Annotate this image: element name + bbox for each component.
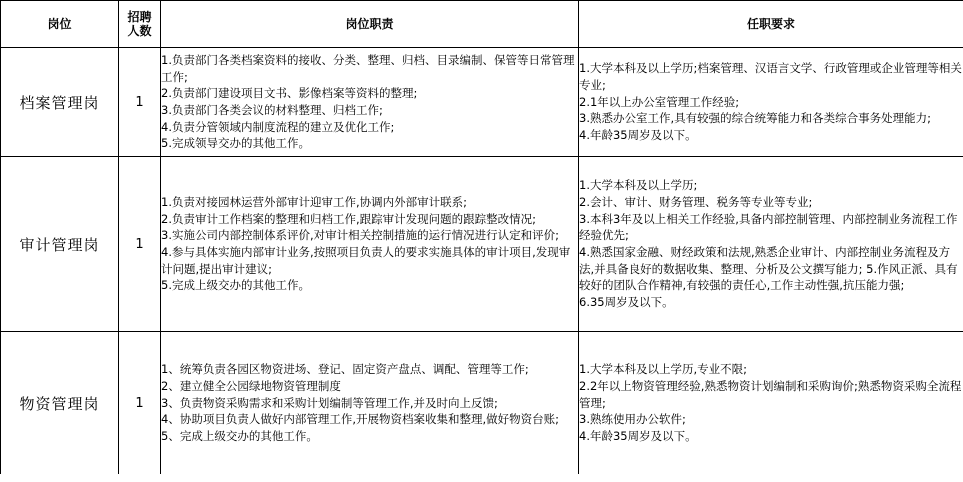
duty-line: 2.负责部门建设项目文书、影像档案等资料的整理; — [161, 86, 418, 101]
requirement-line: 6.35周岁及以下。 — [579, 295, 674, 310]
table-row — [1, 332, 963, 475]
duty-line: 3.负责部门各类会议的材料整理、归档工作; — [161, 103, 383, 117]
position-cell: 档案管理岗 — [1, 48, 119, 157]
duty-line: 1.负责部门各类档案资料的接收、分类、整理、归档、目录编制、保管等日常管理工作; — [161, 52, 575, 84]
count-cell: 1 — [119, 157, 161, 332]
requirement-line: 3.本科3年及以上相关工作经验,具备内部控制管理、内部控制业务流程工作经验优先; — [579, 211, 958, 243]
header-position: 岗位 — [1, 1, 119, 48]
duty-line: 3.实施公司内部控制体系评价,对审计相关控制措施的运行情况进行认定和评价; — [161, 228, 559, 243]
duty-line: 4、协助项目负责人做好内部管理工作,开展物资档案收集和整理,做好物资台账; — [161, 412, 559, 427]
duty-line: 4.负责分管领域内制度流程的建立及优化工作; — [161, 119, 395, 134]
count-cell: 1 — [119, 48, 161, 157]
header-row — [1, 1, 963, 48]
count-cell: 1 — [119, 332, 161, 475]
requirement-line: 2.会计、审计、财务管理、税务等专业等专业; — [579, 194, 813, 209]
requirement-line: 2.2年以上物资管理经验,熟悉物资计划编制和采购询价;熟悉物资采购全流程管理; — [579, 378, 962, 410]
header-duties: 岗位职责 — [161, 1, 579, 48]
header-count-label: 招聘人数 — [127, 10, 152, 38]
requirement-line: 3.熟练使用办公软件; — [579, 412, 686, 427]
requirements-cell — [579, 332, 963, 475]
duty-line: 5.完成领导交办的其他工作。 — [161, 136, 310, 151]
duties-cell — [161, 332, 579, 475]
table-row — [1, 157, 963, 332]
duty-line: 2、建立健全公园绿地物资管理制度 — [161, 378, 341, 393]
duty-line: 4.参与具体实施内部审计业务,按照项目负责人的要求实施具体的审计项目,发现审计问题,提出审计建议; — [161, 245, 571, 276]
duty-line: 5、完成上级交办的其他工作。 — [161, 429, 318, 444]
duty-line: 5.完成上级交办的其他工作。 — [161, 278, 310, 293]
duty-line: 3、负责物资采购需求和采购计划编制等管理工作,并及时向上反馈; — [161, 395, 498, 410]
requirement-line: 4.年龄35周岁及以下。 — [579, 128, 697, 143]
header-requirements: 任职要求 — [579, 1, 963, 48]
duties-cell — [161, 48, 579, 157]
requirement-line: 1.大学本科及以上学历; — [579, 178, 698, 193]
position-cell: 审计管理岗 — [1, 157, 119, 332]
duty-line: 2.负责审计工作档案的整理和归档工作,跟踪审计发现问题的跟踪整改情况; — [161, 211, 536, 226]
requirements-cell — [579, 48, 963, 157]
requirements-cell — [579, 157, 963, 332]
requirement-line: 4.熟悉国家金融、财经政策和法规,熟悉企业审计、内部控制业务流程及方法,并具备良好的数据收集、整理、分析及公文撰写能力; 5.作风正派、具有较好的团队合作精神,有较强的责任心,工作主动性强,抗压能力强; — [579, 245, 958, 293]
requirement-line: 4.年龄35周岁及以下。 — [579, 429, 697, 444]
duty-line: 1.负责对接园林运营外部审计迎审工作,协调内外部审计联系; — [161, 194, 467, 209]
duties-cell — [161, 157, 579, 332]
requirement-line: 3.熟悉办公室工作,具有较强的综合统筹能力和各类综合事务处理能力; — [579, 111, 931, 126]
requirement-line: 1.大学本科及以上学历,专业不限; — [579, 362, 748, 377]
header-count — [119, 1, 161, 48]
duty-line: 1、统筹负责各园区物资进场、登记、固定资产盘点、调配、管理等工作; — [161, 362, 529, 377]
requirement-line: 2.1年以上办公室管理工作经验; — [579, 94, 740, 109]
table-row — [1, 48, 963, 157]
position-cell: 物资管理岗 — [1, 332, 119, 475]
requirement-line: 1.大学本科及以上学历;档案管理、汉语言文学、行政管理或企业管理等相关专业; — [579, 61, 962, 92]
